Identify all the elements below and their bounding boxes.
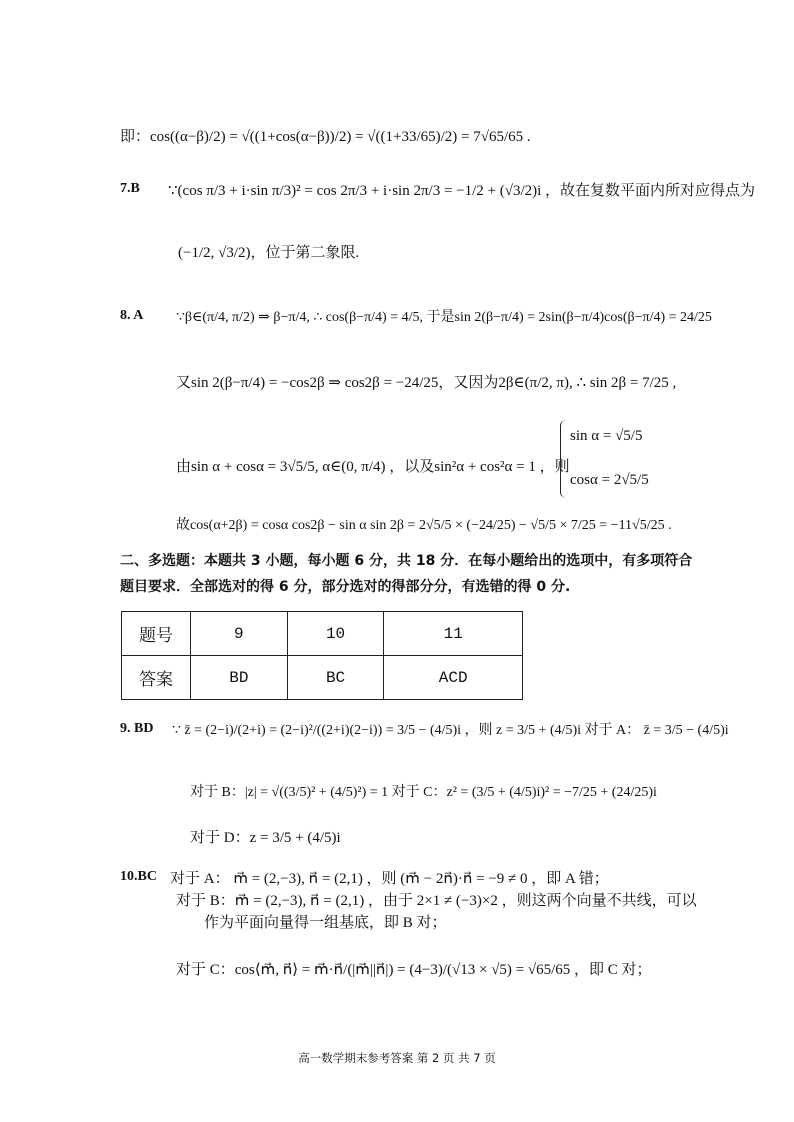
q8-line2: 又sin 2(β−π/4) = −cos2β ⇒ cos2β = −24/25，又因为2β∈(π/2, π), ∴ sin 2β = 7/25 , (176, 375, 677, 391)
q9-line2: 对于 B：|z| = √((3/5)² + (4/5)²) = 1 对于 C：z² = (3/5 + (4/5)i)² = −7/25 + (24/25)i (190, 785, 657, 800)
q10-label: 10.BC (120, 869, 157, 884)
q9-line1: ∵ z̄ = (2−i)/(2+i) = (2−i)²/((2+i)(2−i)) = 3/5 − (4/5)i ，则 z = 3/5 + (4/5)i 对于 A： z̄ = 3/5 − (4/5)i (172, 723, 729, 738)
table-row-answers (122, 656, 523, 700)
table-row-numbers (122, 612, 523, 656)
q9-line3: 对于 D：z = 3/5 + (4/5)i (190, 830, 341, 846)
q10-line4: 对于 C：cos⟨m⃗, n⃗⟩ = m⃗·n⃗/(|m⃗||n⃗|) = (4−3)/(√13 × √5) = √65/65 ，即 C 对； (176, 962, 652, 978)
table-header-answer: 答案 (122, 656, 191, 700)
q10-line3: 作为平面向量得一组基底，即 B 对； (204, 915, 447, 931)
q7-line2: (−1/2, √3/2)，位于第二象限. (178, 245, 360, 261)
q8-label: 8. A (120, 308, 144, 323)
q8-line3: 由sin α + cosα = 3√5/5, α∈(0, π/4) ，以及sin²α + cos²α = 1 ，则 (176, 459, 570, 475)
table-cell-answer-11: ACD (384, 656, 523, 700)
answer-table (121, 611, 523, 700)
q7-line1: ∵(cos π/3 + i·sin π/3)² = cos 2π/3 + i·sin 2π/3 = −1/2 + (√3/2)i ，故在复数平面内所对应得点为 (168, 183, 756, 199)
table-cell-answer-10: BC (287, 656, 384, 700)
q8-system-cos: cosα = 2√5/5 (570, 472, 649, 488)
section-2-heading: 二、多选题：本题共 3 小题，每小题 6 分，共 18 分．在每小题给出的选项中，有多项符合题目要求．全部选对的得 6 分，部分选对的得部分分，有选错的得 0 分. (120, 553, 693, 595)
table-header-number: 题号 (122, 612, 191, 656)
table-cell-number-10: 10 (287, 612, 384, 656)
q8-line1: ∵β∈(π/4, π/2) ⇒ β−π/4, ∴ cos(β−π/4) = 4/5, 于是sin 2(β−π/4) = 2sin(β−π/4)cos(β−π/4) = 24/25 (176, 310, 712, 325)
q8-system-brace (560, 420, 569, 498)
q6-conclusion: 即：cos((α−β)/2) = √((1+cos(α−β))/2) = √((1+33/65)/2) = 7√65/65 . (120, 129, 531, 145)
page-footer: 高一数学期末参考答案 第 2 页 共 7 页 (298, 1051, 496, 1065)
q9-label: 9. BD (120, 721, 154, 736)
table-cell-number-9: 9 (191, 612, 288, 656)
q10-line1: 对于 A： m⃗ = (2,−3), n⃗ = (2,1) ，则 (m⃗ − 2n⃗)·n⃗ = −9 ≠ 0 ，即 A 错； (170, 871, 609, 887)
q7-label: 7.B (120, 181, 140, 196)
q8-line4: 故cos(α+2β) = cosα cos2β − sin α sin 2β = 2√5/5 × (−24/25) − √5/5 × 7/25 = −11√5/25 . (176, 518, 672, 533)
table-cell-number-11: 11 (384, 612, 523, 656)
q10-line2: 对于 B：m⃗ = (2,−3), n⃗ = (2,1) ，由于 2×1 ≠ (−3)×2 ，则这两个向量不共线，可以 (176, 893, 697, 909)
table-cell-answer-9: BD (191, 656, 288, 700)
q8-system-sin: sin α = √5/5 (570, 428, 643, 444)
